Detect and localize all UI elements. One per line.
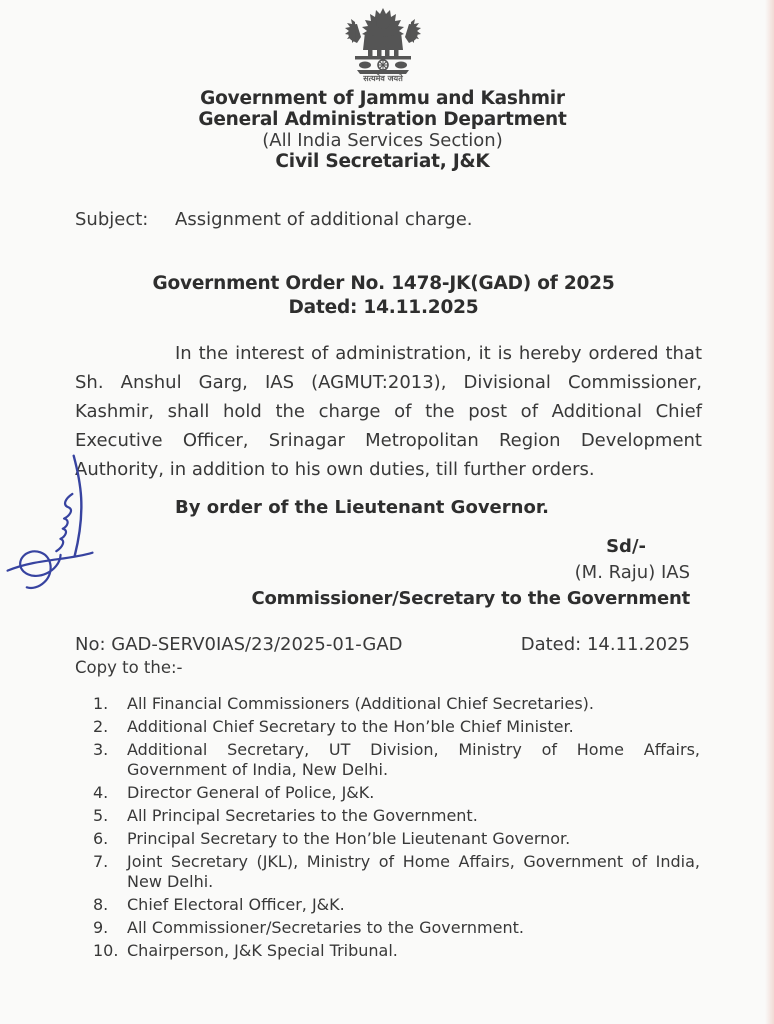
copy-item-text: Additional Chief Secretary to the Hon’ble Chief Minister. [127,717,574,736]
copy-item-text: Additional Secretary, UT Division, Ministry of Home Affairs, Government of India, New Delhi. [127,740,700,779]
copy-item-number: 7. [93,852,109,871]
copy-item-number: 1. [93,694,109,713]
copy-list-item [93,806,702,826]
copy-list-item [93,918,702,938]
emblem-wrap [63,6,702,86]
copy-list-item [93,740,702,780]
subject-row [75,209,702,230]
copy-list-item [93,694,702,714]
letterhead-line4: Civil Secretariat, J&K [275,151,490,172]
sd-line: Sd/- [606,536,646,557]
letterhead-line1: Government of Jammu and Kashmir [200,88,565,109]
handwritten-signature-ink [0,439,119,596]
by-order-line: By order of the Lieutenant Governor. [175,497,549,518]
copy-item-text: Joint Secretary (JKL), Ministry of Home Affairs, Government of India, New Delhi. [127,852,700,891]
reference-row [75,634,702,655]
copy-item-number: 2. [93,717,109,736]
order-body-paragraph: In the interest of administration, it is hereby ordered that Sh. Anshul Garg, IAS (AGMUT:2013), Divisional Commissioner, Kashmir, shall hold the charge of the post of Additional Chief Executive Officer, Srinagar Metropolitan Region Development Authority, in addition to his own duties, till further orders. [75,343,702,480]
copy-list-item [93,852,702,892]
subject-text: Assignment of additional charge. [175,209,473,230]
letterhead-line2: General Administration Department [198,109,567,130]
india-national-emblem-icon [335,6,431,82]
copy-item-text: All Financial Commissioners (Additional Chief Secretaries). [127,694,594,713]
letterhead-line3: (All India Services Section) [262,130,503,151]
copy-item-number: 3. [93,740,109,759]
reference-date: Dated: 14.11.2025 [520,634,690,655]
copy-to-label: Copy to the:- [75,658,183,677]
subject-label: Subject: [75,209,149,230]
signatory-name: (M. Raju) IAS [574,562,690,583]
copy-item-number: 10. [93,941,119,960]
copy-item-text: Chief Electoral Officer, J&K. [127,895,345,914]
copy-item-text: All Commissioner/Secretaries to the Government. [127,918,524,937]
copy-item-text: Chairperson, J&K Special Tribunal. [127,941,398,960]
order-heading [65,272,702,320]
copy-item-number: 5. [93,806,109,825]
copy-list-item [93,783,702,803]
copy-list [75,694,702,961]
copy-item-text: Principal Secretary to the Hon’ble Lieutenant Governor. [127,829,571,848]
order-number-line: Government Order No. 1478-JK(GAD) of 2025 [152,273,615,294]
copy-list-item [93,941,702,961]
order-date-line: Dated: 14.11.2025 [288,297,479,318]
copy-item-text: Director General of Police, J&K. [127,783,375,802]
copy-item-number: 8. [93,895,109,914]
signature-block [75,534,702,612]
copy-item-number: 6. [93,829,109,848]
reference-number: No: GAD-SERV0IAS/23/2025-01-GAD [75,634,403,655]
signatory-designation: Commissioner/Secretary to the Government [251,588,690,609]
copy-list-item [93,717,702,737]
copy-item-number: 9. [93,918,109,937]
copy-list-item [93,829,702,849]
copy-list-item [93,895,702,915]
letterhead [63,88,702,172]
emblem-motto: सत्यमेव जयते [362,74,403,82]
copy-item-number: 4. [93,783,109,802]
copy-item-text: All Principal Secretaries to the Government. [127,806,478,825]
